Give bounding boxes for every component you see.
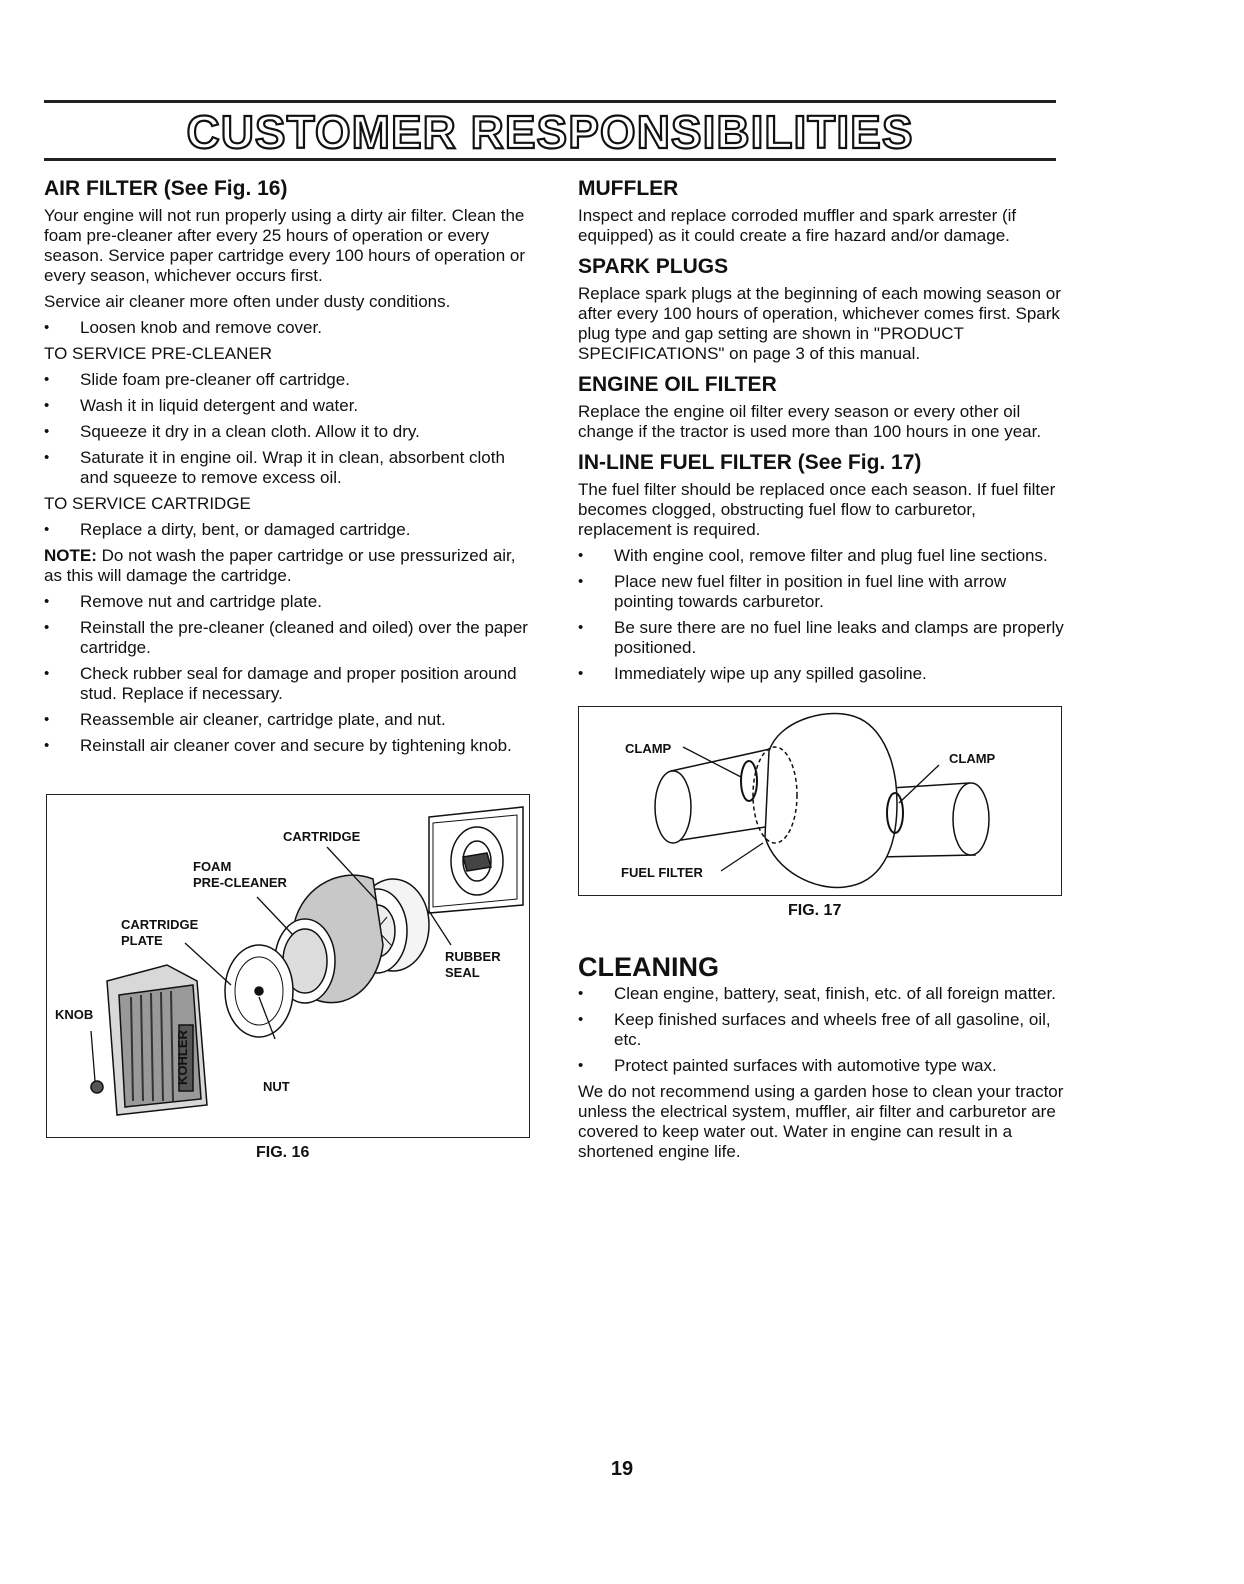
list-item: • Remove nut and cartridge plate.: [44, 592, 530, 612]
cleaning-text: We do not recommend using a garden hose to clean your tractor unless the electrical system, muffler, air filter and carburetor are covered to keep water out. Water in engine can result in a shortened engine life.: [578, 1082, 1064, 1161]
fuel-filter-body: [765, 714, 897, 888]
muffler-heading: MUFFLER: [578, 177, 679, 200]
rubber-label: RUBBER: [445, 949, 501, 964]
list-item: • Keep finished surfaces and wheels free of all gasoline, oil, etc.: [578, 1010, 1064, 1050]
list-item: • Wash it in liquid detergent and water.: [44, 396, 530, 416]
list-item: • Saturate it in engine oil. Wrap it in clean, absorbent cloth and squeeze to remove excess oil.: [44, 448, 530, 488]
cleaning-heading: CLEANING: [578, 952, 719, 982]
pre-cleaner-list: [44, 370, 530, 488]
page-number: 19: [610, 1458, 634, 1480]
air-filter-step-list: [44, 318, 530, 338]
cartridge-plate-label-2: PLATE: [121, 933, 163, 948]
cartridge-plate-label-1: CARTRIDGE: [121, 917, 199, 932]
list-item: • Loosen knob and remove cover.: [44, 318, 530, 338]
list-item: • Reinstall air cleaner cover and secure by tightening knob.: [44, 736, 530, 756]
muffler-text: Inspect and replace corroded muffler and spark arrester (if equipped) as it could create a fire hazard and/or damage.: [578, 206, 1017, 245]
clamp-right-label: CLAMP: [949, 751, 996, 766]
list-item: • Squeeze it dry in a clean cloth. Allow it to dry.: [44, 422, 530, 442]
air-cleaner-exploded-view: [47, 795, 529, 1137]
title-bottom-rule: [44, 158, 1056, 161]
note-label: NOTE:: [44, 546, 97, 565]
knob-label: KNOB: [55, 1007, 94, 1022]
list-item: • Check rubber seal for damage and proper position around stud. Replace if necessary.: [44, 664, 530, 704]
brand-text: KOHLER: [175, 1030, 190, 1085]
inlet-hose-end: [655, 771, 691, 843]
reassembly-list: [44, 592, 530, 756]
note-text: Do not wash the paper cartridge or use pressurized air, as this will damage the cartridge.: [44, 546, 516, 585]
fig16-diagram: [46, 794, 530, 1138]
clamp-left-label: CLAMP: [625, 741, 672, 756]
outlet-hose-end: [953, 783, 989, 855]
list-item: • Reassemble air cleaner, cartridge plate, and nut.: [44, 710, 530, 730]
list-item: • Reinstall the pre-cleaner (cleaned and oiled) over the paper cartridge.: [44, 618, 530, 658]
engine-oil-filter-heading: ENGINE OIL FILTER: [578, 373, 777, 396]
cleaning-section: [578, 948, 1064, 1168]
cartridge-list: [44, 520, 530, 540]
cartridge-label: CARTRIDGE: [283, 829, 361, 844]
spark-plugs-text: Replace spark plugs at the beginning of each mowing season or after every 100 hours of operation, whichever comes first. Spark plug type and gap setting are shown in "PRODUCT SPECIFICATIONS" on page 3 of this manual.: [578, 284, 1061, 363]
list-item: • Slide foam pre-cleaner off cartridge.: [44, 370, 530, 390]
fig16-caption: FIG. 16: [256, 1144, 310, 1161]
list-item: • Be sure there are no fuel line leaks and clamps are properly positioned.: [578, 618, 1064, 658]
fig17-caption: FIG. 17: [788, 902, 842, 919]
pre-cleaner-subheading: TO SERVICE PRE-CLEANER: [44, 344, 272, 363]
list-item: • Immediately wipe up any spilled gasoline.: [578, 664, 1064, 684]
list-item: • Replace a dirty, bent, or damaged cartridge.: [44, 520, 530, 540]
pre-cleaner-label: PRE-CLEANER: [193, 875, 287, 890]
list-item: • Place new fuel filter in position in fuel line with arrow pointing towards carburetor.: [578, 572, 1064, 612]
list-item: • Clean engine, battery, seat, finish, etc. of all foreign matter.: [578, 984, 1064, 1004]
cleaning-list: [578, 984, 1064, 1076]
nut-label: NUT: [263, 1079, 290, 1094]
seal-label: SEAL: [445, 965, 480, 980]
left-column: [44, 176, 530, 762]
fuel-filter-list: [578, 546, 1064, 684]
foam-label: FOAM: [193, 859, 232, 874]
fuel-filter-text: The fuel filter should be replaced once each season. If fuel filter becomes clogged, obstructing fuel flow to carburetor, replacement is required.: [578, 480, 1056, 539]
note: [44, 546, 530, 586]
title-top-rule: [44, 100, 1056, 103]
list-item: • Protect painted surfaces with automotive type wax.: [578, 1056, 1064, 1076]
air-cleaner-base: [429, 807, 523, 913]
air-filter-heading: AIR FILTER (See Fig. 16): [44, 177, 288, 200]
air-filter-dusty-note: Service air cleaner more often under dusty conditions.: [44, 292, 451, 311]
list-item: • With engine cool, remove filter and plug fuel line sections.: [578, 546, 1064, 566]
air-filter-intro: Your engine will not run properly using a dirty air filter. Clean the foam pre-cleaner after every 25 hours of operation or every season. Service paper cartridge every 100 hours of operation or every season, whichever occurs first.: [44, 206, 525, 285]
spark-plugs-heading: SPARK PLUGS: [578, 255, 729, 278]
fuel-filter-heading: IN-LINE FUEL FILTER (See Fig. 17): [578, 451, 922, 474]
fuel-filter-label: FUEL FILTER: [621, 865, 703, 880]
cartridge-subheading: TO SERVICE CARTRIDGE: [44, 494, 251, 513]
fuel-filter-illustration: [579, 707, 1061, 895]
fig17-diagram: [578, 706, 1062, 896]
engine-oil-filter-text: Replace the engine oil filter every season or every other oil change if the tractor is used more than 100 hours in one year.: [578, 402, 1042, 441]
cartridge-plate: [225, 945, 293, 1037]
right-column: [578, 176, 1064, 690]
page-title: CUSTOMER RESPONSIBILITIES: [186, 106, 914, 158]
